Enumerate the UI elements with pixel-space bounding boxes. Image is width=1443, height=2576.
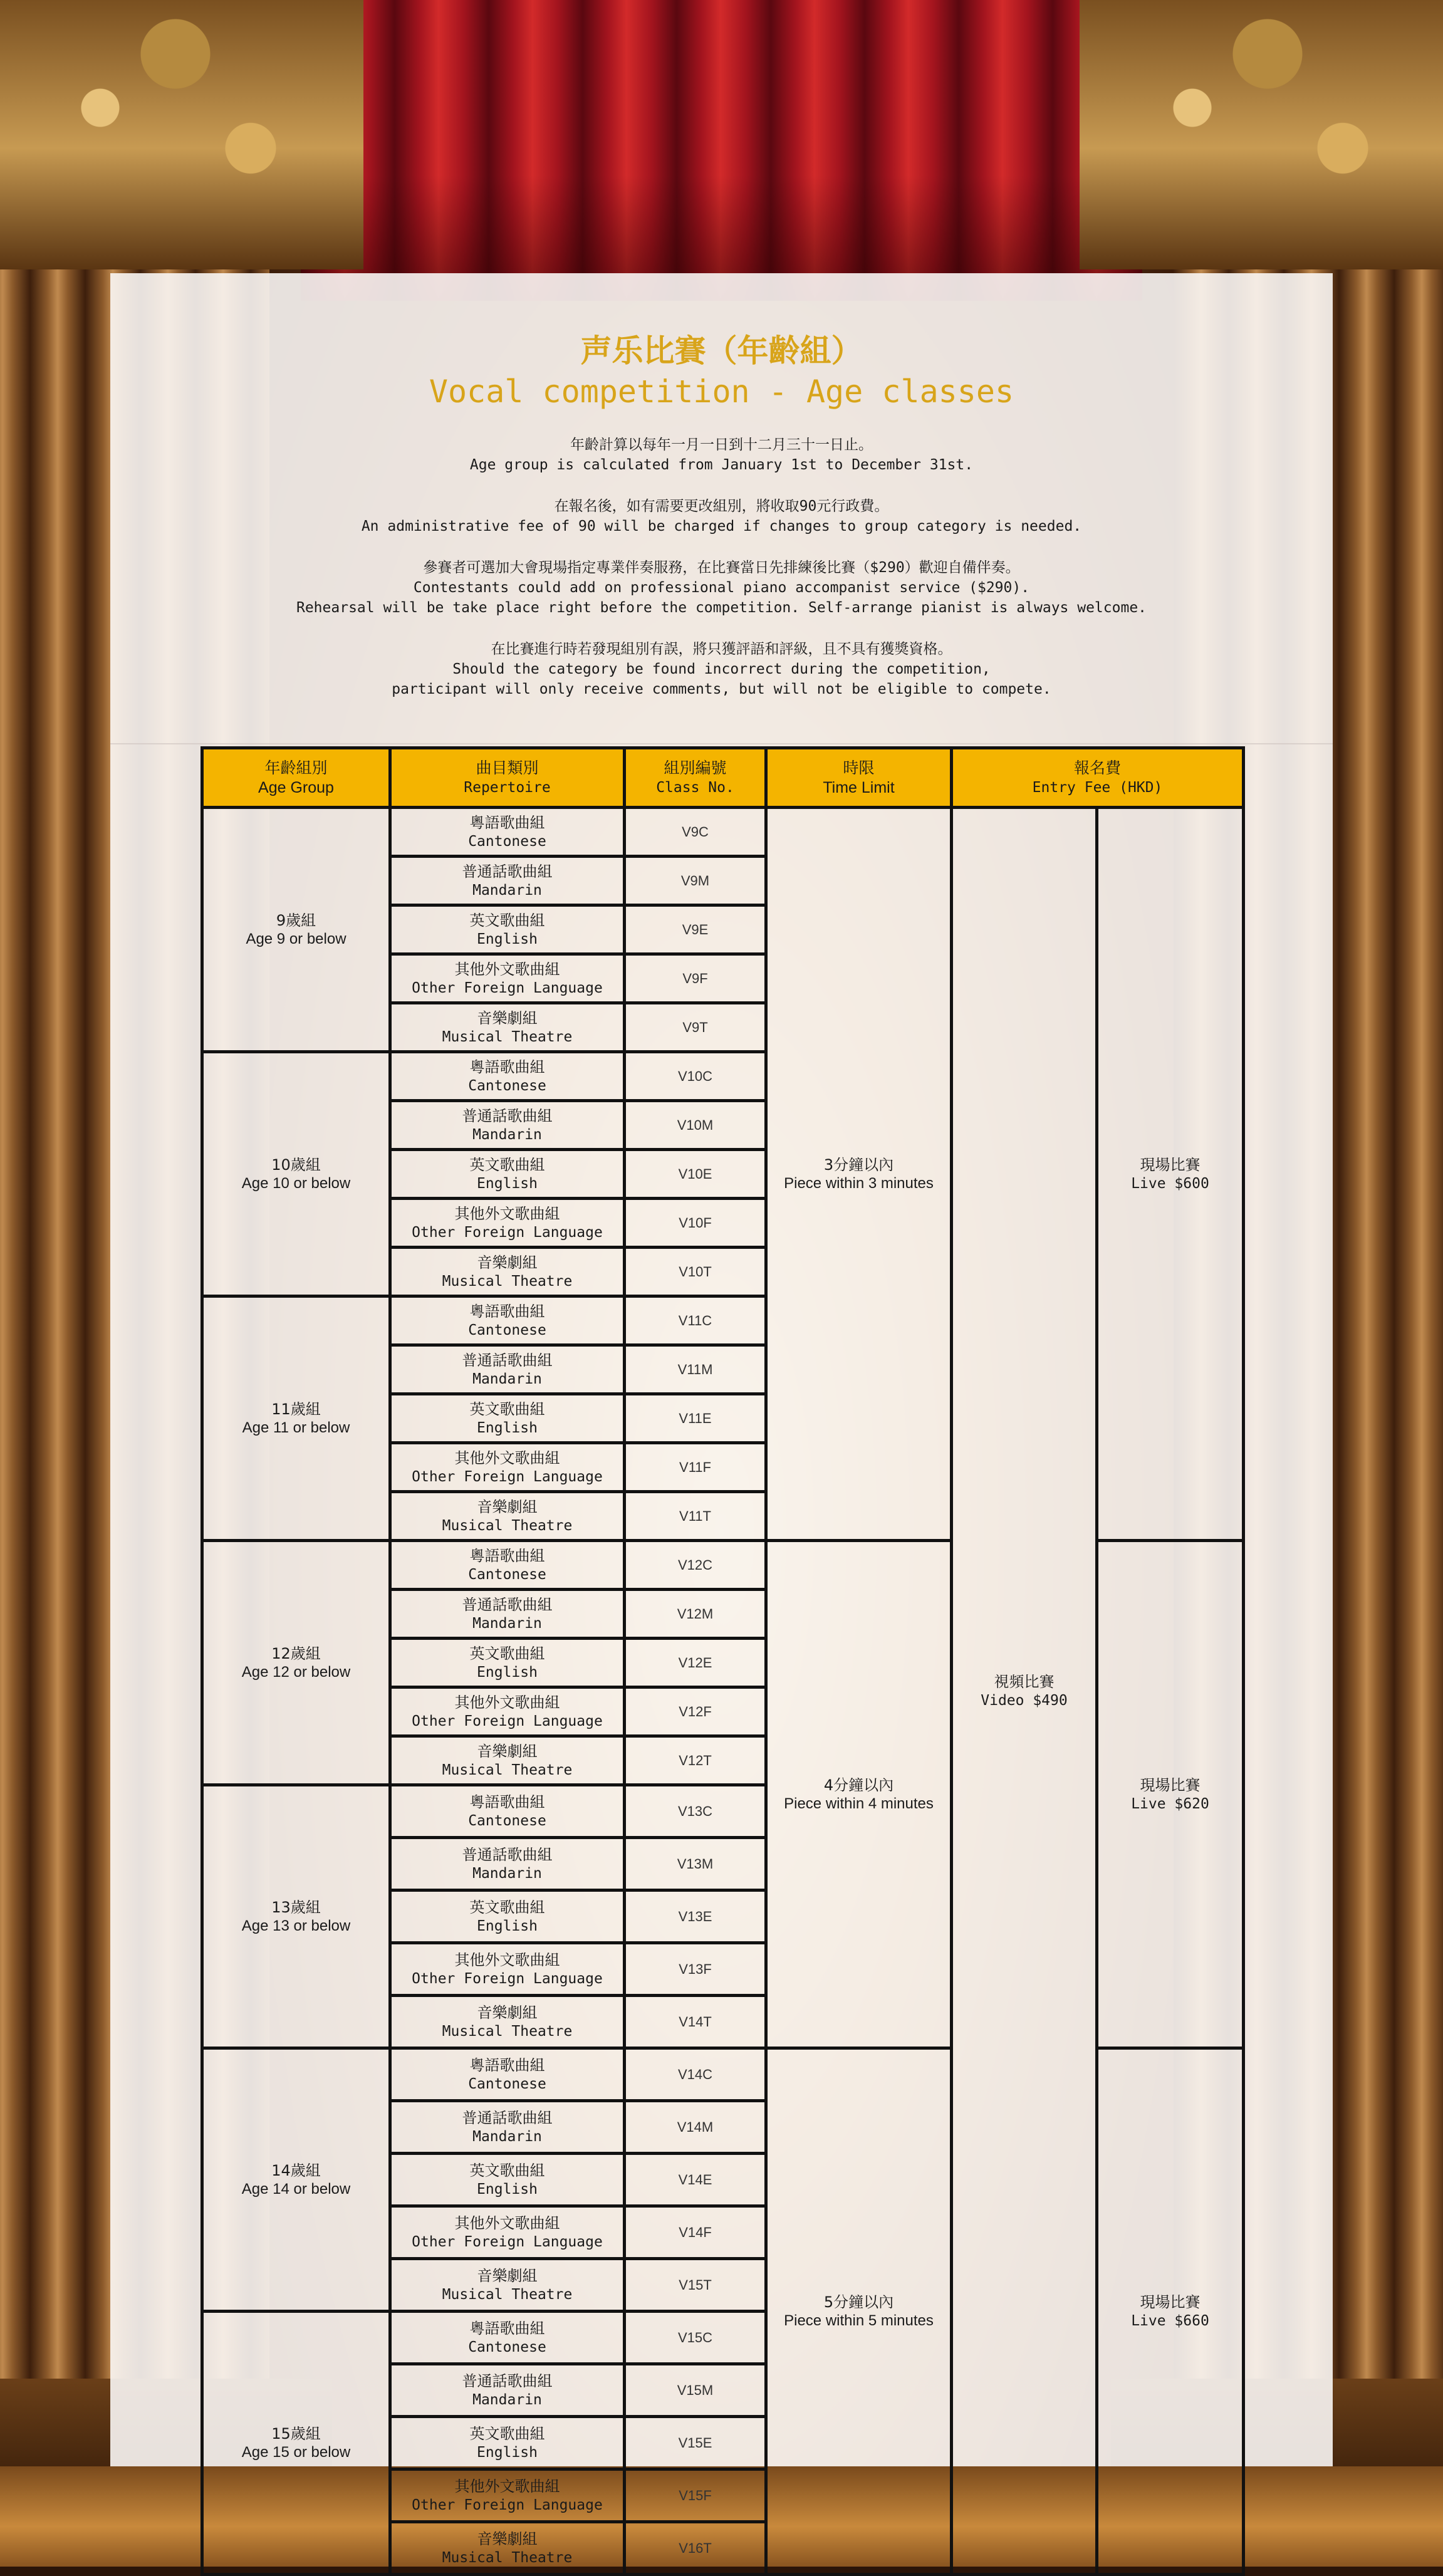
live-fee-zh: 現場比賽: [1140, 1155, 1201, 1174]
repertoire-zh: 普通話歌曲組: [462, 2372, 553, 2390]
repertoire-en: Other Foreign Language: [412, 2496, 603, 2513]
repertoire-cell: [390, 1785, 625, 1838]
repertoire-cell: [390, 2154, 625, 2206]
time-limit-cell: [766, 2048, 952, 2575]
repertoire-zh: 英文歌曲組: [469, 1155, 545, 1174]
repertoire-cell: [390, 1199, 625, 1248]
repertoire-cell: [390, 1838, 625, 1890]
class-code-cell: [625, 1639, 766, 1687]
class-code-cell: [625, 2364, 766, 2417]
class-code-cell: [625, 2048, 766, 2101]
repertoire-zh: 音樂劇組: [477, 2266, 538, 2285]
repertoire-zh: 粵語歌曲組: [469, 1302, 545, 1320]
class-code-cell: [625, 1590, 766, 1639]
header-repertoire: [390, 748, 625, 808]
repertoire-en: English: [477, 1917, 538, 1934]
repertoire-en: Cantonese: [468, 1077, 546, 1094]
class-code-cell: [625, 1541, 766, 1590]
class-code-cell: [625, 2469, 766, 2522]
class-code: V11C: [678, 1312, 712, 1328]
repertoire-cell: [390, 1639, 625, 1687]
note-line: 在報名後，如有需要更改組別，將收取90元行政費。: [554, 498, 889, 514]
class-code: V10E: [678, 1165, 712, 1182]
repertoire-en: Other Foreign Language: [412, 2233, 603, 2250]
header-class-no-en: Class No.: [656, 780, 734, 796]
age-group-cell: [202, 1296, 390, 1541]
note-line: 年齡計算以每年一月一日到十二月三十一日止。: [570, 437, 873, 453]
class-code: V11T: [679, 1508, 711, 1524]
repertoire-zh: 普通話歌曲組: [462, 1845, 553, 1864]
note-block: [110, 496, 1333, 536]
class-code-cell: [625, 1736, 766, 1785]
header-class-no: [625, 748, 766, 808]
header-entry-fee-zh: 報名費: [1073, 759, 1121, 777]
class-code-cell: [625, 954, 766, 1003]
repertoire-cell: [390, 954, 625, 1003]
class-code-cell: [625, 1101, 766, 1150]
class-code-cell: [625, 1443, 766, 1492]
class-code-cell: [625, 2101, 766, 2154]
repertoire-en: Cantonese: [468, 1322, 546, 1338]
class-code-cell: [625, 2312, 766, 2364]
repertoire-zh: 普通話歌曲組: [462, 1351, 553, 1369]
class-code: V16T: [679, 2540, 712, 2556]
class-code: V14E: [678, 2171, 712, 2188]
repertoire-zh: 音樂劇組: [477, 1253, 538, 1271]
age-group-cell: [202, 1052, 390, 1296]
age-group-en: Age 11 or below: [242, 1419, 350, 1436]
live-fee-zh: 現場比賽: [1140, 2293, 1201, 2311]
class-code: V10T: [679, 1263, 712, 1280]
repertoire-zh: 音樂劇組: [477, 2530, 538, 2548]
age-group-en: Age 14 or below: [241, 2180, 351, 2198]
repertoire-zh: 普通話歌曲組: [462, 2109, 553, 2127]
repertoire-en: English: [477, 931, 538, 947]
class-code: V12C: [677, 1557, 713, 1573]
repertoire-en: Cantonese: [468, 1566, 546, 1583]
repertoire-zh: 其他外文歌曲組: [454, 2214, 560, 2232]
repertoire-cell: [390, 1687, 625, 1736]
age-group-en: Age 13 or below: [241, 1917, 351, 1934]
repertoire-zh: 粵語歌曲組: [469, 813, 545, 832]
header-class-no-zh: 組別編號: [664, 759, 727, 777]
class-code-cell: [625, 1890, 766, 1943]
repertoire-zh: 英文歌曲組: [469, 1898, 545, 1916]
repertoire-en: Other Foreign Language: [412, 1224, 603, 1241]
repertoire-en: Cantonese: [468, 1812, 546, 1829]
class-code: V14C: [677, 2066, 713, 2082]
repertoire-cell: [390, 1943, 625, 1996]
repertoire-cell: [390, 1890, 625, 1943]
repertoire-en: Musical Theatre: [442, 1028, 573, 1045]
repertoire-cell: [390, 2364, 625, 2417]
class-code: V12T: [679, 1752, 712, 1768]
time-limit-en: Piece within 4 minutes: [784, 1795, 934, 1812]
class-code-cell: [625, 905, 766, 954]
repertoire-en: Other Foreign Language: [412, 979, 603, 996]
repertoire-zh: 其他外文歌曲組: [454, 1951, 560, 1969]
repertoire-cell: [390, 905, 625, 954]
video-fee-en: Video $490: [981, 1692, 1068, 1709]
rules-notes: [110, 435, 1333, 699]
repertoire-en: Mandarin: [472, 1126, 542, 1143]
class-code-cell: [625, 1492, 766, 1541]
class-code: V12E: [678, 1654, 712, 1671]
repertoire-en: Mandarin: [472, 882, 542, 899]
repertoire-zh: 音樂劇組: [477, 2003, 538, 2021]
class-code: V9C: [682, 823, 709, 840]
live-fee-en: Live $660: [1131, 2312, 1209, 2329]
table-header-row: [202, 748, 1244, 808]
repertoire-en: Musical Theatre: [442, 2286, 573, 2303]
repertoire-cell: [390, 2101, 625, 2154]
repertoire-zh: 其他外文歌曲組: [454, 2477, 560, 2495]
class-code: V10C: [677, 1068, 713, 1084]
class-code-cell: [625, 2154, 766, 2206]
age-group-en: Age 15 or below: [241, 2443, 351, 2461]
repertoire-cell: [390, 1736, 625, 1785]
age-group-en: Age 12 or below: [241, 1663, 351, 1681]
class-code-cell: [625, 1150, 766, 1199]
repertoire-en: Cantonese: [468, 2075, 546, 2092]
repertoire-zh: 英文歌曲組: [469, 2161, 545, 2179]
repertoire-cell: [390, 1492, 625, 1541]
age-group-en: Age 10 or below: [241, 1174, 351, 1192]
age-group-cell: [202, 1785, 390, 2048]
header-age-group-zh: 年齡組別: [264, 759, 328, 777]
class-code: V14T: [679, 2013, 712, 2030]
repertoire-cell: [390, 2259, 625, 2312]
class-code: V13F: [679, 1961, 712, 1977]
age-group-cell: [202, 1541, 390, 1785]
repertoire-zh: 粵語歌曲組: [469, 1058, 545, 1076]
repertoire-zh: 英文歌曲組: [469, 1644, 545, 1662]
repertoire-zh: 音樂劇組: [477, 1009, 538, 1027]
time-limit-zh: 3分鐘以內: [823, 1155, 894, 1174]
time-limit-en: Piece within 5 minutes: [784, 2312, 934, 2329]
repertoire-en: Other Foreign Language: [412, 1468, 603, 1485]
header-divider: [110, 743, 1333, 744]
repertoire-cell: [390, 2048, 625, 2101]
class-code: V14F: [679, 2224, 712, 2240]
header-repertoire-zh: 曲目類別: [476, 759, 539, 777]
video-fee-cell: [952, 808, 1097, 2575]
repertoire-en: Musical Theatre: [442, 2023, 573, 2040]
repertoire-en: Mandarin: [472, 2128, 542, 2145]
class-code: V9T: [682, 1019, 708, 1035]
repertoire-cell: [390, 1248, 625, 1296]
class-code: V10M: [677, 1117, 714, 1133]
repertoire-zh: 普通話歌曲組: [462, 1107, 553, 1125]
note-line: 參賽者可選加大會現場指定專業伴奏服務，在比賽當日先排練後比賽（$290）歡迎自備伴奏。: [423, 560, 1020, 576]
repertoire-zh: 粵語歌曲組: [469, 2056, 545, 2074]
class-code: V11E: [679, 1410, 712, 1426]
repertoire-cell: [390, 1345, 625, 1394]
repertoire-zh: 其他外文歌曲組: [454, 960, 560, 978]
class-code: V11M: [677, 1361, 713, 1377]
note-line: Should the category be found incorrect during the competition,: [452, 661, 991, 677]
header-age-group-en: Age Group: [258, 779, 334, 796]
repertoire-cell: [390, 1003, 625, 1052]
class-code-cell: [625, 857, 766, 905]
note-block: [110, 639, 1333, 699]
left-pillar-capital: [0, 0, 363, 269]
age-group-en: Age 9 or below: [246, 930, 346, 947]
repertoire-en: English: [477, 2181, 538, 2198]
repertoire-cell: [390, 1052, 625, 1101]
content-panel: [110, 273, 1333, 2566]
repertoire-en: English: [477, 1419, 538, 1436]
header-age-group: [202, 748, 390, 808]
class-code: V15E: [678, 2434, 712, 2451]
repertoire-cell: [390, 1590, 625, 1639]
time-limit-cell: [766, 808, 952, 1541]
live-fee-cell: [1097, 2048, 1244, 2575]
age-group-zh: 15歲組: [271, 2424, 321, 2443]
repertoire-en: English: [477, 2444, 538, 2461]
repertoire-en: Cantonese: [468, 833, 546, 850]
repertoire-cell: [390, 1996, 625, 2048]
video-fee-zh: 視頻比賽: [994, 1672, 1055, 1691]
class-code-cell: [625, 1296, 766, 1345]
class-code: V13E: [678, 1908, 712, 1924]
repertoire-cell: [390, 1101, 625, 1150]
repertoire-cell: [390, 1541, 625, 1590]
class-code-cell: [625, 1345, 766, 1394]
class-code: V15M: [677, 2382, 714, 2398]
repertoire-cell: [390, 1443, 625, 1492]
note-block: [110, 435, 1333, 475]
live-fee-cell: [1097, 1541, 1244, 2048]
class-code-cell: [625, 1394, 766, 1443]
class-code: V12M: [677, 1605, 714, 1622]
live-fee-en: Live $620: [1131, 1795, 1209, 1812]
page-header: [110, 273, 1333, 699]
repertoire-zh: 音樂劇組: [477, 1742, 538, 1760]
class-code: V15T: [679, 2276, 712, 2293]
class-code-cell: [625, 1838, 766, 1890]
age-group-cell: [202, 2048, 390, 2312]
class-code: V10F: [679, 1214, 712, 1231]
class-code-cell: [625, 1248, 766, 1296]
class-code: V13M: [677, 1855, 714, 1872]
repertoire-cell: [390, 2417, 625, 2469]
class-code: V9M: [680, 872, 710, 889]
class-table: [201, 746, 1245, 2576]
live-fee-en: Live $600: [1131, 1175, 1209, 1192]
header-entry-fee-en: Entry Fee (HKD): [1032, 780, 1163, 796]
class-code-cell: [625, 2259, 766, 2312]
repertoire-cell: [390, 2206, 625, 2259]
repertoire-en: Other Foreign Language: [412, 1970, 603, 1987]
class-code: V11F: [679, 1459, 711, 1475]
header-time-limit-en: Time Limit: [823, 779, 895, 796]
note-line: Age group is calculated from January 1st to December 31st.: [469, 457, 974, 473]
note-line: 在比賽進行時若發現組別有誤，將只獲評語和評級，且不具有獲獎資格。: [491, 641, 952, 657]
repertoire-zh: 其他外文歌曲組: [454, 1449, 560, 1467]
repertoire-cell: [390, 2312, 625, 2364]
repertoire-zh: 普通話歌曲組: [462, 862, 553, 880]
class-code: V9F: [682, 970, 708, 986]
repertoire-en: English: [477, 1175, 538, 1192]
header-time-limit-zh: 時限: [843, 759, 875, 777]
class-code: V14M: [677, 2119, 714, 2135]
repertoire-cell: [390, 2469, 625, 2522]
class-code: V9E: [682, 921, 709, 937]
repertoire-en: Musical Theatre: [442, 1273, 573, 1290]
red-curtain: [301, 0, 1142, 301]
page-title-english: Vocal competition - Age classes: [429, 373, 1014, 410]
class-code: V13C: [677, 1803, 713, 1819]
repertoire-cell: [390, 857, 625, 905]
note-line: participant will only receive comments, but will not be eligible to compete.: [392, 681, 1051, 697]
repertoire-en: Musical Theatre: [442, 1761, 573, 1778]
repertoire-zh: 其他外文歌曲組: [454, 1693, 560, 1711]
repertoire-en: English: [477, 1664, 538, 1681]
class-code-cell: [625, 1996, 766, 2048]
repertoire-cell: [390, 1150, 625, 1199]
repertoire-en: Other Foreign Language: [412, 1713, 603, 1729]
note-line: An administrative fee of 90 will be charged if changes to group category is needed.: [361, 518, 1082, 534]
live-fee-zh: 現場比賽: [1140, 1776, 1201, 1794]
right-pillar-capital: [1080, 0, 1443, 269]
age-group-zh: 12歲組: [271, 1644, 321, 1662]
repertoire-zh: 粵語歌曲組: [469, 1546, 545, 1565]
class-code-cell: [625, 1943, 766, 1996]
age-group-cell: [202, 2312, 390, 2575]
time-limit-zh: 4分鐘以內: [823, 1776, 894, 1794]
class-code: V15F: [679, 2487, 712, 2503]
repertoire-zh: 英文歌曲組: [469, 1400, 545, 1418]
note-line: Rehearsal will be take place right before the competition. Self-arrange pianist is always welcome.: [296, 600, 1147, 616]
class-code-cell: [625, 2206, 766, 2259]
page-title-chinese: 声乐比賽（年齡組）: [580, 332, 863, 369]
age-group-zh: 13歲組: [271, 1898, 321, 1916]
repertoire-zh: 英文歌曲組: [469, 2424, 545, 2443]
repertoire-zh: 音樂劇組: [477, 1498, 538, 1516]
repertoire-zh: 粵語歌曲組: [469, 2319, 545, 2337]
repertoire-en: Mandarin: [472, 1865, 542, 1882]
age-group-zh: 9歲組: [276, 911, 316, 929]
class-code-cell: [625, 2417, 766, 2469]
header-entry-fee: [952, 748, 1244, 808]
age-group-zh: 14歲組: [271, 2161, 321, 2179]
repertoire-en: Mandarin: [472, 1615, 542, 1632]
time-limit-cell: [766, 1541, 952, 2048]
class-code-cell: [625, 1052, 766, 1101]
table-row: [202, 808, 1244, 857]
repertoire-en: Musical Theatre: [442, 2549, 573, 2566]
class-code: V15C: [677, 2329, 713, 2345]
time-limit-zh: 5分鐘以內: [823, 2293, 894, 2311]
repertoire-en: Mandarin: [472, 1370, 542, 1387]
time-limit-en: Piece within 3 minutes: [784, 1174, 934, 1192]
class-code-cell: [625, 1687, 766, 1736]
note-line: Contestants could add on professional piano accompanist service ($290).: [413, 580, 1030, 596]
repertoire-zh: 普通話歌曲組: [462, 1595, 553, 1614]
note-block: [110, 558, 1333, 618]
repertoire-en: Musical Theatre: [442, 1517, 573, 1534]
class-code-cell: [625, 808, 766, 857]
class-code-cell: [625, 1199, 766, 1248]
age-group-zh: 10歲組: [271, 1155, 321, 1174]
repertoire-cell: [390, 1394, 625, 1443]
repertoire-cell: [390, 1296, 625, 1345]
repertoire-zh: 其他外文歌曲組: [454, 1204, 560, 1223]
repertoire-zh: 英文歌曲組: [469, 911, 545, 929]
header-repertoire-en: Repertoire: [464, 780, 551, 796]
age-group-cell: [202, 808, 390, 1052]
age-group-zh: 11歲組: [271, 1400, 321, 1418]
class-code-cell: [625, 1003, 766, 1052]
live-fee-cell: [1097, 808, 1244, 1541]
repertoire-en: Mandarin: [472, 2391, 542, 2408]
repertoire-en: Cantonese: [468, 2339, 546, 2355]
class-code-cell: [625, 1785, 766, 1838]
class-code: V12F: [679, 1703, 712, 1719]
header-time-limit: [766, 748, 952, 808]
repertoire-cell: [390, 808, 625, 857]
repertoire-zh: 粵語歌曲組: [469, 1793, 545, 1811]
